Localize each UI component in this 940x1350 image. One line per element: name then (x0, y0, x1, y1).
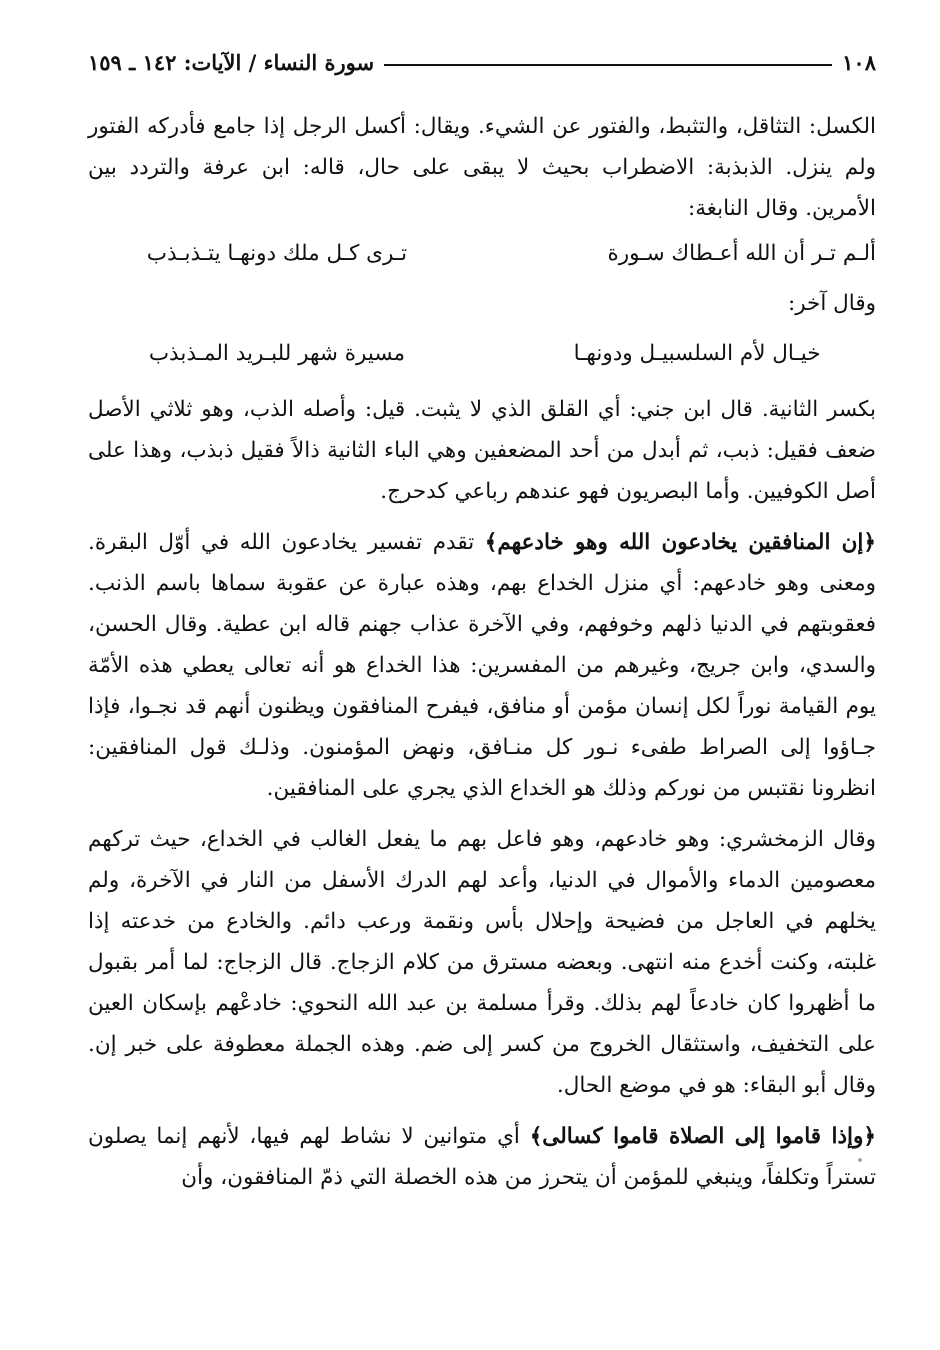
paragraph-zamakhshari: وقال الزمخشري: وهو خادعهم، وهو فاعل بهم ما يفعل الغالب في الخداع، حيث تركهم معصومين الدماء والأموال في الدنيا، وأعد لهم الدرك الأسفل من النار في الآخرة، ولم يخلهم في العاجل من فضيحة وإحلال بأس ونقمة ورعب دائم. والخادع من خدعته إذا غلبته، وكنت أخدع منه انتهى. وبعضه مسترق من كلام الزجاج. قال الزجاج: لما أمر بقبول ما أظهروا كان خادعاً لهم بذلك. وقرأ مسلمة بن عبد الله النحوي: خادعْهم بإسكان العين على التخفيف، واستثقال الخروج من كسر إلى ضم. وهذه الجملة معطوفة على خبر إن. وقال أبو البقاء: هو في موضع الحال. (88, 827, 876, 1098)
poem-verse-nabigha (88, 229, 876, 279)
other-poet-label: وقال آخر: (787, 291, 876, 316)
quran-quote: ﴿إن المنافقين يخادعون الله وهو خادعهم﴾ (484, 530, 877, 555)
poem-verse-other (88, 329, 876, 379)
commentary-text: أي متوانين لا نشاط لهم فيها، لأنهم إنما يصلون تستراً وتكلفاً، وينبغي للمؤمن أن يتحرز من هذه الخصلة التي ذمّ المنافقون، وأن (88, 1124, 876, 1190)
commentary-text: تقدم تفسير يخادعون الله في أوّل البقرة. ومعنى وهو خادعهم: أي منزل الخداع بهم، وهذه عبارة عن عقوبة سماها باسم الذنب. فعقوبتهم في الدنيا ذلهم وخوفهم، وفي الآخرة عذاب جهنم قاله ابن عطية. وقال الحسن، والسدي، وابن جريج، وغيرهم من المفسرين: هذا الخداع هو أنه تعالى يعطي هذه الأمّة يوم القيامة نوراً لكل إنسان مؤمن أو منافق، فيفرح المنافقون ويظنون أنهم قد نجـوا، فإذا جـاؤوا إلى الصراط طفىء نـور كل منـافق، ونهض المؤمنون. وذلـك قول المنافقين: انظرونا نقتبس من نوركم وذلك هو الخداع الذي يجري على المنافقين. (88, 530, 876, 801)
quran-quote: ﴿وإذا قاموا إلى الصلاة قاموا كسالى﴾ (529, 1124, 876, 1149)
verse-second-hemistich: مسيرة شهر للبـريد المـذبذب (148, 341, 406, 366)
verse-first-hemistich: ألـم تـر أن الله أعـطاك سـورة (607, 241, 876, 266)
scan-speck (858, 1158, 862, 1162)
page-header (88, 40, 876, 84)
header-rule (384, 64, 832, 66)
page-content (88, 40, 876, 1198)
verse-first-hemistich: خيـال لأم السلسبيـل ودونهـا (573, 341, 821, 366)
paragraph-ibn-jinni: بكسر الثانية. قال ابن جني: أي القلق الذي لا يثبت. قيل: وأصله الذب، وهو ثلاثي الأصل ضعف فقيل: ذبب، ثم أبدل من أحد المضعفين وهي الباء الثانية ذالاً فقيل ذبذب، وهذا على أصل الكوفيين. وأما البصريون فهو عندهم رباعي كدحرج. (88, 397, 876, 504)
page-number: ١٠٨ (842, 49, 876, 75)
running-title: سورة النساء / الآيات: ١٤٢ ـ ١٥٩ (88, 49, 375, 75)
verse-second-hemistich: تـرى كـل ملك دونهـا يتـذبـذب (146, 241, 408, 266)
paragraph-deceivers (88, 522, 876, 809)
paragraph-prayer (88, 1116, 876, 1198)
paragraph-definitions: الكسل: التثاقل، والتثبط، والفتور عن الشيء. ويقال: أكسل الرجل إذا جامع فأدركه الفتور ولم ينزل. الذبذبة: الاضطراب بحيث لا يبقى على حال، قاله: ابن عرفة والتردد بين الأمرين. وقال النابغة: (88, 114, 876, 221)
